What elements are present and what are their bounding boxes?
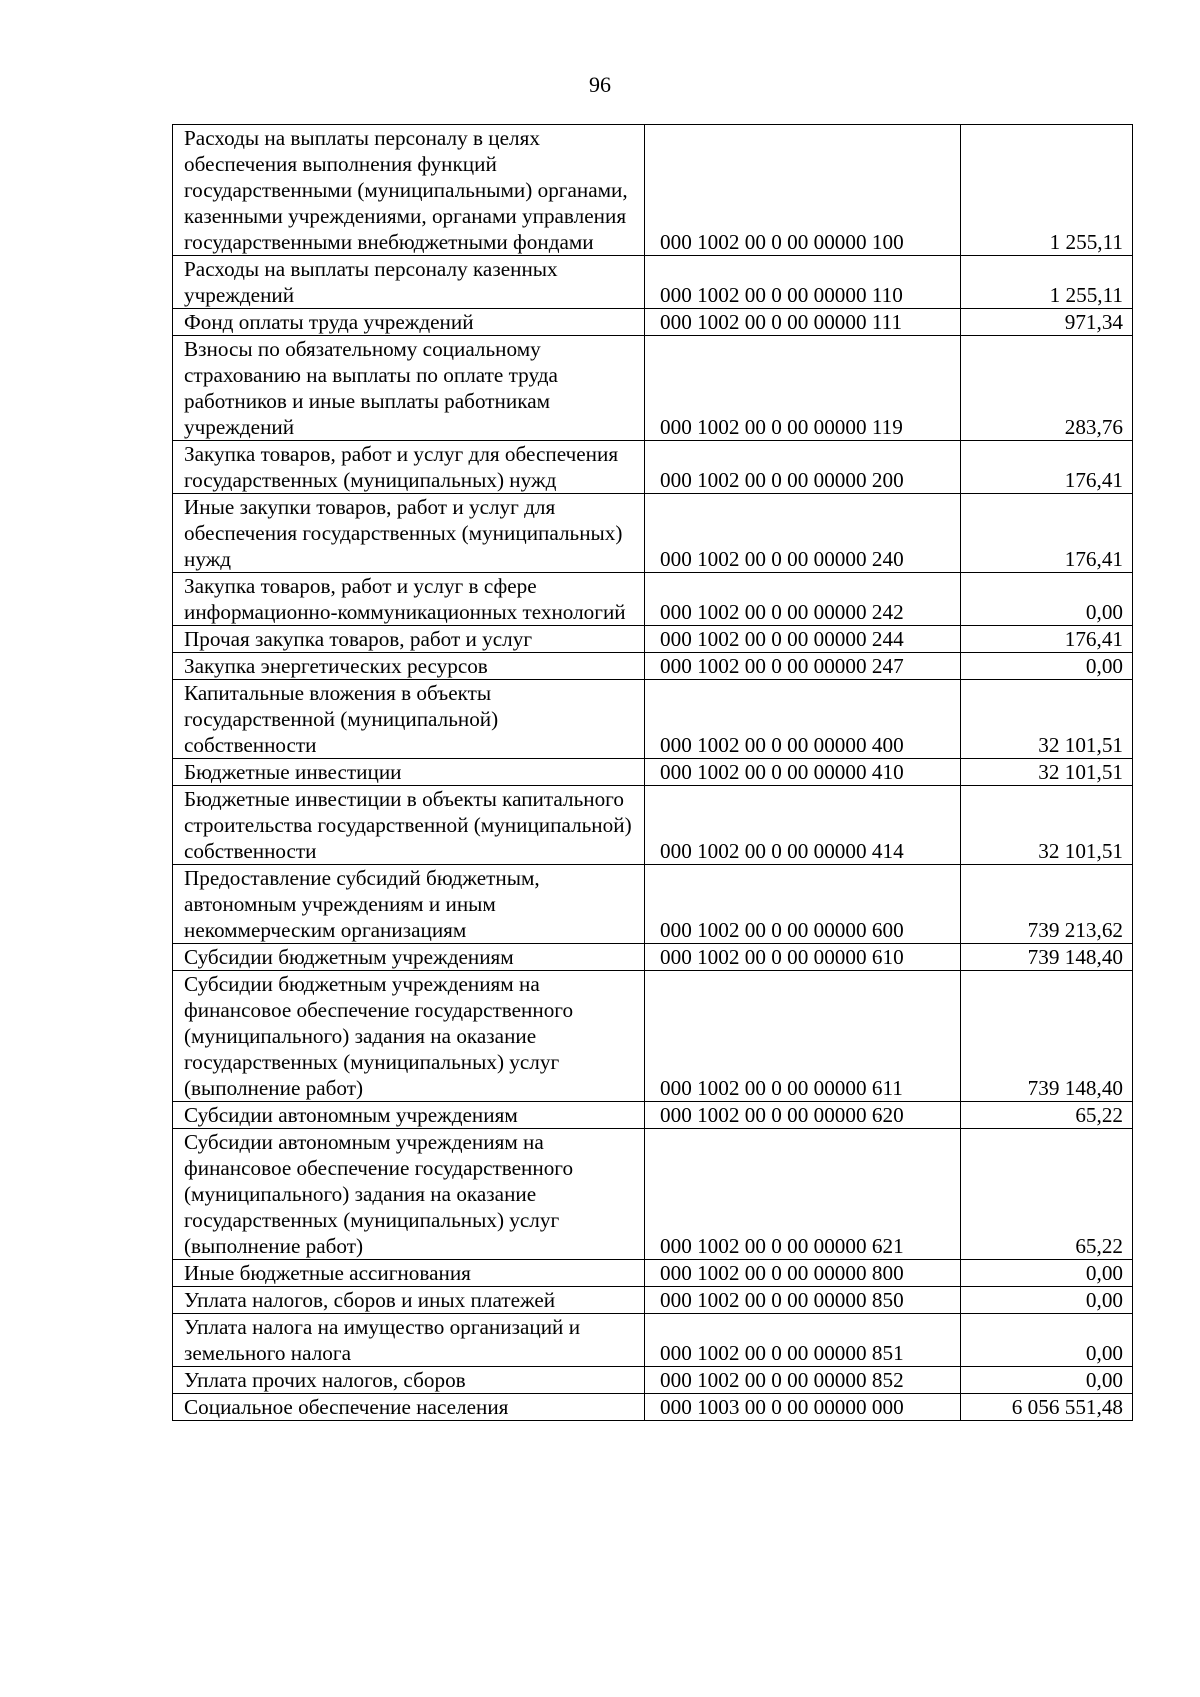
row-code: 000 1002 00 0 00 00000 200 xyxy=(645,441,961,494)
row-value: 176,41 xyxy=(961,626,1133,653)
row-code: 000 1002 00 0 00 00000 244 xyxy=(645,626,961,653)
row-value: 176,41 xyxy=(961,441,1133,494)
row-value: 739 148,40 xyxy=(961,971,1133,1102)
row-name: Предоставление субсидий бюджетным, автономным учреждениям и иным некоммерческим организациям xyxy=(173,865,645,944)
row-value: 176,41 xyxy=(961,494,1133,573)
row-name: Уплата прочих налогов, сборов xyxy=(173,1367,645,1394)
table-row xyxy=(173,680,1133,759)
row-name: Бюджетные инвестиции в объекты капитального строительства государственной (муниципальной) собственности xyxy=(173,786,645,865)
row-name: Уплата налогов, сборов и иных платежей xyxy=(173,1287,645,1314)
table-row xyxy=(173,256,1133,309)
row-name: Капитальные вложения в объекты государственной (муниципальной) собственности xyxy=(173,680,645,759)
row-value: 971,34 xyxy=(961,309,1133,336)
row-name: Иные бюджетные ассигнования xyxy=(173,1260,645,1287)
table-row xyxy=(173,971,1133,1102)
row-code: 000 1002 00 0 00 00000 111 xyxy=(645,309,961,336)
row-code: 000 1002 00 0 00 00000 611 xyxy=(645,971,961,1102)
table-row xyxy=(173,944,1133,971)
table-row xyxy=(173,441,1133,494)
row-value: 0,00 xyxy=(961,1260,1133,1287)
row-name: Субсидии бюджетным учреждениям xyxy=(173,944,645,971)
row-code: 000 1002 00 0 00 00000 852 xyxy=(645,1367,961,1394)
table-row xyxy=(173,573,1133,626)
row-name: Расходы на выплаты персоналу казенных учреждений xyxy=(173,256,645,309)
table-row xyxy=(173,1287,1133,1314)
row-code: 000 1002 00 0 00 00000 600 xyxy=(645,865,961,944)
row-code: 000 1002 00 0 00 00000 621 xyxy=(645,1129,961,1260)
row-name: Иные закупки товаров, работ и услуг для обеспечения государственных (муниципальных) нужд xyxy=(173,494,645,573)
table-row xyxy=(173,336,1133,441)
table-row xyxy=(173,626,1133,653)
row-value: 0,00 xyxy=(961,653,1133,680)
row-code: 000 1002 00 0 00 00000 851 xyxy=(645,1314,961,1367)
row-code: 000 1002 00 0 00 00000 410 xyxy=(645,759,961,786)
table-row xyxy=(173,1129,1133,1260)
row-value: 0,00 xyxy=(961,1314,1133,1367)
row-value: 32 101,51 xyxy=(961,759,1133,786)
table-row xyxy=(173,309,1133,336)
row-value: 0,00 xyxy=(961,1367,1133,1394)
row-code: 000 1003 00 0 00 00000 000 xyxy=(645,1394,961,1421)
row-name: Закупка товаров, работ и услуг для обеспечения государственных (муниципальных) нужд xyxy=(173,441,645,494)
row-code: 000 1002 00 0 00 00000 620 xyxy=(645,1102,961,1129)
row-value: 65,22 xyxy=(961,1129,1133,1260)
table-row xyxy=(173,759,1133,786)
table-row xyxy=(173,1314,1133,1367)
table-row xyxy=(173,1102,1133,1129)
table-row xyxy=(173,653,1133,680)
row-value: 1 255,11 xyxy=(961,256,1133,309)
row-value: 32 101,51 xyxy=(961,680,1133,759)
table-row xyxy=(173,125,1133,256)
row-value: 739 148,40 xyxy=(961,944,1133,971)
row-code: 000 1002 00 0 00 00000 850 xyxy=(645,1287,961,1314)
row-name: Закупка товаров, работ и услуг в сфере информационно-коммуникационных технологий xyxy=(173,573,645,626)
page-number: 96 xyxy=(589,72,611,97)
row-value: 6 056 551,48 xyxy=(961,1394,1133,1421)
row-code: 000 1002 00 0 00 00000 100 xyxy=(645,125,961,256)
row-name: Расходы на выплаты персоналу в целях обеспечения выполнения функций государственными (муниципальными) органами, казенными учреждениями, органами управления государственными внебюджетными фондами xyxy=(173,125,645,256)
row-code: 000 1002 00 0 00 00000 119 xyxy=(645,336,961,441)
table-row xyxy=(173,1367,1133,1394)
row-name: Субсидии автономным учреждениям на финансовое обеспечение государственного (муниципального) задания на оказание государственных (муниципальных) услуг (выполнение работ) xyxy=(173,1129,645,1260)
row-code: 000 1002 00 0 00 00000 400 xyxy=(645,680,961,759)
row-code: 000 1002 00 0 00 00000 242 xyxy=(645,573,961,626)
row-code: 000 1002 00 0 00 00000 800 xyxy=(645,1260,961,1287)
row-value: 65,22 xyxy=(961,1102,1133,1129)
row-value: 739 213,62 xyxy=(961,865,1133,944)
row-code: 000 1002 00 0 00 00000 240 xyxy=(645,494,961,573)
row-name: Взносы по обязательному социальному страхованию на выплаты по оплате труда работников и иные выплаты работникам учреждений xyxy=(173,336,645,441)
row-name: Субсидии бюджетным учреждениям на финансовое обеспечение государственного (муниципального) задания на оказание государственных (муниципальных) услуг (выполнение работ) xyxy=(173,971,645,1102)
row-name: Закупка энергетических ресурсов xyxy=(173,653,645,680)
row-name: Субсидии автономным учреждениям xyxy=(173,1102,645,1129)
row-name: Прочая закупка товаров, работ и услуг xyxy=(173,626,645,653)
row-code: 000 1002 00 0 00 00000 414 xyxy=(645,786,961,865)
table-row xyxy=(173,786,1133,865)
row-name: Уплата налога на имущество организаций и земельного налога xyxy=(173,1314,645,1367)
budget-table xyxy=(172,124,1133,1421)
row-code: 000 1002 00 0 00 00000 110 xyxy=(645,256,961,309)
row-name: Бюджетные инвестиции xyxy=(173,759,645,786)
row-value: 1 255,11 xyxy=(961,125,1133,256)
table-row xyxy=(173,1394,1133,1421)
row-name: Социальное обеспечение населения xyxy=(173,1394,645,1421)
row-value: 32 101,51 xyxy=(961,786,1133,865)
row-code: 000 1002 00 0 00 00000 610 xyxy=(645,944,961,971)
table-row xyxy=(173,494,1133,573)
row-value: 283,76 xyxy=(961,336,1133,441)
row-code: 000 1002 00 0 00 00000 247 xyxy=(645,653,961,680)
row-value: 0,00 xyxy=(961,1287,1133,1314)
table-row xyxy=(173,1260,1133,1287)
table-row xyxy=(173,865,1133,944)
row-name: Фонд оплаты труда учреждений xyxy=(173,309,645,336)
row-value: 0,00 xyxy=(961,573,1133,626)
